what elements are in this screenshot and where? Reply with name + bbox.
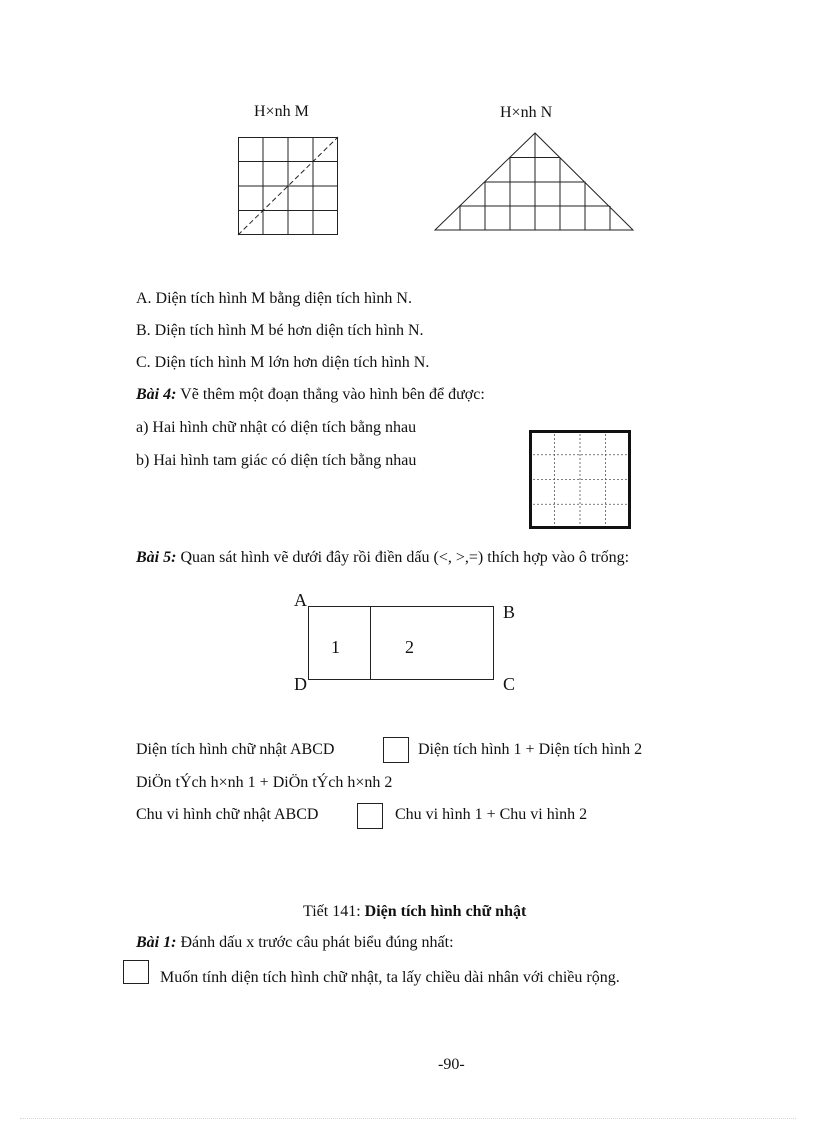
page-number: -90- — [438, 1056, 465, 1073]
compare-perimeter-right: Chu vi hình 1 + Chu vi hình 2 — [395, 806, 588, 823]
answer-box-area[interactable] — [383, 737, 409, 763]
vertex-c: C — [503, 674, 516, 694]
lesson-prefix: Tiết 141: — [303, 903, 365, 920]
bai5-text: Quan sát hình vẽ dưới đây rồi điền dấu (<, >,=) thích hợp vào ô trống: — [176, 549, 630, 566]
vertex-a: A — [294, 590, 307, 610]
vertex-d: D — [294, 674, 307, 694]
figure-m-label: H×nh M — [254, 103, 309, 120]
bai5-label: Bài 5: — [136, 549, 177, 566]
region-1-label: 1 — [331, 637, 340, 657]
bai1-statement: Muốn tính diện tích hình chữ nhật, ta lấy chiều dài nhân với chiều rộng. — [160, 969, 620, 986]
figure-n-label: H×nh N — [500, 104, 553, 121]
bai1-label: Bài 1: — [136, 934, 177, 951]
choice-a: A. Diện tích hình M bằng diện tích hình N. — [136, 290, 412, 307]
bai4-label: Bài 4: — [136, 386, 177, 403]
bai4-heading — [136, 386, 485, 404]
bai4-item-b: b) Hai hình tam giác có diện tích bằng nhau — [136, 452, 417, 469]
answer-box-perimeter[interactable] — [357, 803, 383, 829]
bai4-text: Vẽ thêm một đoạn thẳng vào hình bên để được: — [176, 386, 485, 403]
bai1-text: Đánh dấu x trước câu phát biểu đúng nhất: — [176, 934, 454, 951]
footer-divider — [20, 1118, 796, 1119]
compare-area-garbled: DiÖn tÝch h×nh 1 + DiÖn tÝch h×nh 2 — [136, 774, 393, 791]
compare-area-right: Diện tích hình 1 + Diện tích hình 2 — [418, 741, 643, 758]
figure-n-triangle — [434, 132, 636, 232]
figure-m-grid — [238, 137, 338, 235]
vertex-b: B — [503, 602, 516, 622]
lesson-heading — [303, 903, 526, 921]
bai1-heading — [136, 934, 454, 952]
bai1-checkbox[interactable] — [123, 960, 149, 984]
bai5-heading — [136, 549, 629, 567]
bai4-item-a: a) Hai hình chữ nhật có diện tích bằng nhau — [136, 419, 417, 436]
choice-c: C. Diện tích hình M lớn hơn diện tích hình N. — [136, 354, 430, 371]
choice-b: B. Diện tích hình M bé hơn diện tích hình N. — [136, 322, 424, 339]
bai4-square-grid — [529, 430, 631, 529]
region-2-label: 2 — [405, 637, 414, 657]
lesson-title: Diện tích hình chữ nhật — [364, 903, 527, 920]
compare-area-left: Diện tích hình chữ nhật ABCD — [136, 741, 335, 758]
compare-perimeter-left: Chu vi hình chữ nhật ABCD — [136, 806, 319, 823]
